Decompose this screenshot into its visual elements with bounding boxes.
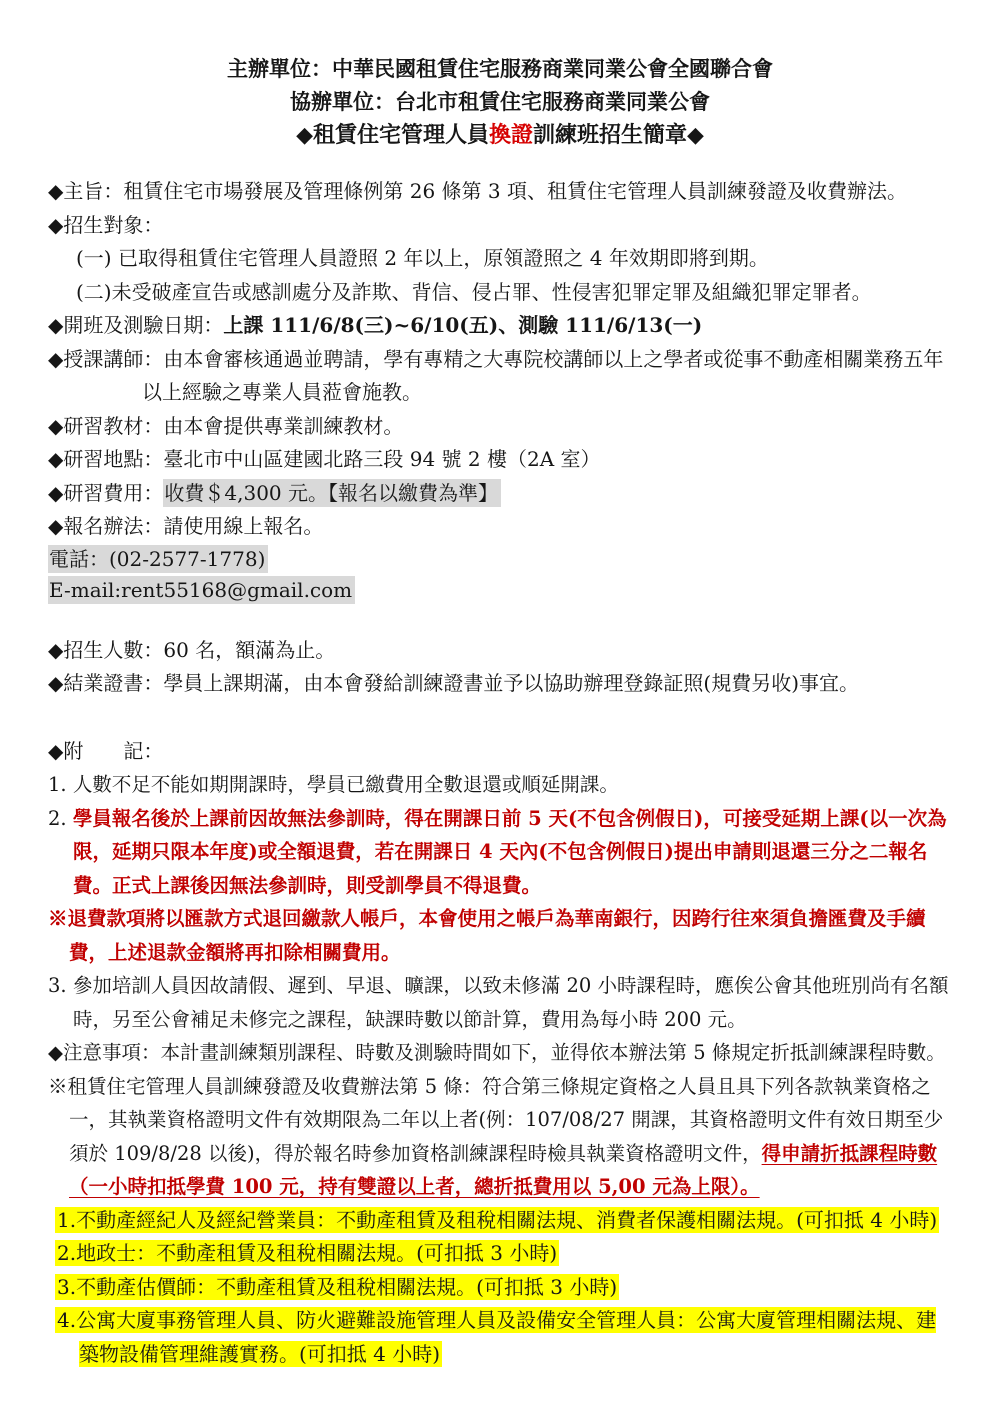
registration-line xyxy=(48,510,952,544)
certificate-paragraph xyxy=(48,667,952,701)
lecturer-text: 由本會審核通過並聘請，學有專精之大專院校講師以上之學者或從事不動產相關業務五年以上經驗之專業人員蒞會施教。 xyxy=(142,346,944,404)
quota-line xyxy=(48,634,952,668)
deduction-item-1 xyxy=(48,1204,952,1238)
note-item-2-num: 2. xyxy=(48,806,67,830)
fee-line xyxy=(48,477,952,511)
spacer xyxy=(48,606,952,634)
audience-item-2-text: (二)未受破產宣告或感訓處分及詐欺、背信、侵占罪、性侵害犯罪定罪及組織犯罪定罪者。 xyxy=(76,279,872,304)
registration-label: ◆報名辦法： xyxy=(48,514,164,538)
rule5-black-text: ※租賃住宅管理人員訓練發證及收費辦法第 5 條：符合第三條規定資格之人員且具下列各款執業資格之一，其執業資格證明文件有效期限為二年以上者(例：107/08/27 開課，其資格證明文件有效日期至少須於 109/8/28 以後)，得於報名時參加資格訓練課程時檢具執業資格證明文件， xyxy=(48,1074,944,1165)
registration-text: 請使用線上報名。 xyxy=(163,514,324,538)
organizer-line xyxy=(48,52,952,85)
deduction-item-1-text xyxy=(55,1207,939,1233)
deduction-item-4-num: 4. xyxy=(57,1308,77,1332)
note-item-2 xyxy=(48,802,952,903)
deduction-item-3 xyxy=(48,1271,952,1305)
co-organizer-text: 協辦單位：台北市租賃住宅服務商業同業公會 xyxy=(290,89,710,114)
fee-label: ◆研習費用： xyxy=(48,480,164,505)
quota-text: 60 名，額滿為止。 xyxy=(163,637,336,662)
schedule-value: 上課 111/6/8(三)~6/10(五)、測驗 111/6/13(一) xyxy=(223,313,703,337)
lecturer-paragraph xyxy=(48,343,952,410)
spacer xyxy=(48,153,952,175)
location-label: ◆研習地點： xyxy=(48,447,164,471)
note-item-3-num: 3. xyxy=(48,974,67,997)
fee-highlighted-text: 收費＄4,300 元。【報名以繳費為準】 xyxy=(163,479,501,507)
email-line xyxy=(48,575,952,606)
refund-note xyxy=(48,902,952,969)
notes-label: ◆附 記： xyxy=(48,738,164,763)
certificate-text: 學員上課期滿，由本會發給訓練證書並予以協助辦理登錄証照(規費另收)事宜。 xyxy=(163,671,859,695)
purpose-text: 租賃住宅市場發展及管理條例第 26 條第 3 項、租賃住宅管理人員訓練發證及收費辦法。 xyxy=(123,179,907,203)
attention-text: ◆注意事項：本計畫訓練類別課程、時數及測驗時間如下，並得依本辦法第 5 條規定折抵訓練課程時數。 xyxy=(48,1041,946,1064)
note-item-3 xyxy=(48,969,952,1036)
deduction-item-2 xyxy=(48,1237,952,1271)
audience-item-1 xyxy=(48,242,952,276)
audience-label: ◆招生對象： xyxy=(48,212,164,237)
certificate-label: ◆結業證書： xyxy=(48,671,164,695)
deduction-item-3-body: 不動產估價師：不動產租賃及租稅相關法規。(可扣抵 3 小時) xyxy=(76,1274,618,1299)
rule5-red-underlined-text: 得申請折抵課程時數（一小時扣抵學費 100 元，持有雙證以上者，總折抵費用以 5,00 元為上限）。 xyxy=(69,1141,938,1198)
deduction-item-2-body: 地政士：不動產租賃及租稅相關法規。(可扣抵 3 小時) xyxy=(76,1241,558,1265)
note-item-1 xyxy=(48,768,952,802)
deduction-item-1-num: 1. xyxy=(57,1207,77,1232)
deduction-item-1-body: 不動產經紀人及經紀營業員：不動產租賃及租稅相關法規、消費者保護相關法規。(可扣抵 4 小時) xyxy=(76,1207,938,1232)
schedule-line xyxy=(48,309,952,343)
deduction-item-4-text xyxy=(55,1307,936,1367)
lecturer-label: ◆授課講師： xyxy=(48,346,164,371)
quota-label: ◆招生人數： xyxy=(48,637,164,662)
title-red-word: 換證 xyxy=(488,122,533,148)
phone-text: 電話：(02-2577-1778) xyxy=(48,545,268,573)
attention-line xyxy=(48,1036,952,1070)
spacer xyxy=(48,723,952,735)
note-item-2-text: 學員報名後於上課前因故無法參訓時，得在開課日前 5 天(不包含例假日)，可接受延期上課(以一次為限，延期只限本年度)或全額退費，若在開課日 4 天內(不包含例假日)提出申請則退還三分之二報名費。正式上課後因無法參訓時，則受訓學員不得退費。 xyxy=(72,806,947,897)
deduction-item-4-body: 公寓大廈事務管理人員、防火避難設施管理人員及設備安全管理人員：公寓大廈管理相關法規、建築物設備管理維護實務。(可扣抵 4 小時) xyxy=(76,1308,937,1366)
materials-label: ◆研習教材： xyxy=(48,413,164,438)
materials-line xyxy=(48,410,952,444)
location-line xyxy=(48,443,952,477)
deduction-item-2-text xyxy=(55,1240,559,1266)
location-text: 臺北市中山區建國北路三段 94 號 2 樓（2A 室） xyxy=(163,447,601,471)
title-suffix: 訓練班招生簡章◆ xyxy=(533,122,704,148)
co-organizer-line xyxy=(48,85,952,118)
notes-heading xyxy=(48,735,952,769)
note-item-1-text: 人數不足不能如期開課時，學員已繳費用全數退還或順延開課。 xyxy=(72,773,619,796)
deduction-item-2-num: 2. xyxy=(57,1241,77,1265)
audience-item-2 xyxy=(48,276,952,310)
organizer-text: 主辦單位：中華民國租賃住宅服務商業同業公會全國聯合會 xyxy=(227,56,773,81)
purpose-label: ◆主旨： xyxy=(48,179,124,203)
purpose-paragraph xyxy=(48,175,952,209)
rule5-paragraph xyxy=(48,1070,952,1204)
deduction-item-3-text xyxy=(55,1274,619,1300)
deduction-item-4 xyxy=(48,1304,952,1371)
refund-note-text: ※退費款項將以匯款方式退回繳款人帳戶，本會使用之帳戶為華南銀行，因跨行往來須負擔匯費及手續費，上述退款金額將再扣除相關費用。 xyxy=(48,907,926,964)
title-prefix: ◆租賃住宅管理人員 xyxy=(296,122,489,148)
deduction-item-3-num: 3. xyxy=(57,1274,77,1299)
email-text: E-mail:rent55168@gmail.com xyxy=(48,576,355,604)
phone-line xyxy=(48,544,952,575)
audience-heading xyxy=(48,209,952,243)
schedule-label: ◆開班及測驗日期： xyxy=(48,313,224,337)
note-item-3-text: 參加培訓人員因故請假、遲到、早退、曠課，以致未修滿 20 小時課程時，應俟公會其他班別尚有名額時，另至公會補足未修完之課程，缺課時數以節計算，費用為每小時 200 元。 xyxy=(72,974,949,1031)
spacer xyxy=(48,701,952,723)
note-item-1-num: 1. xyxy=(48,773,67,796)
page-title xyxy=(48,118,952,153)
audience-item-1-text: (一) 已取得租賃住宅管理人員證照 2 年以上，原領證照之 4 年效期即將到期。 xyxy=(76,246,769,270)
materials-text: 由本會提供專業訓練教材。 xyxy=(163,413,404,438)
